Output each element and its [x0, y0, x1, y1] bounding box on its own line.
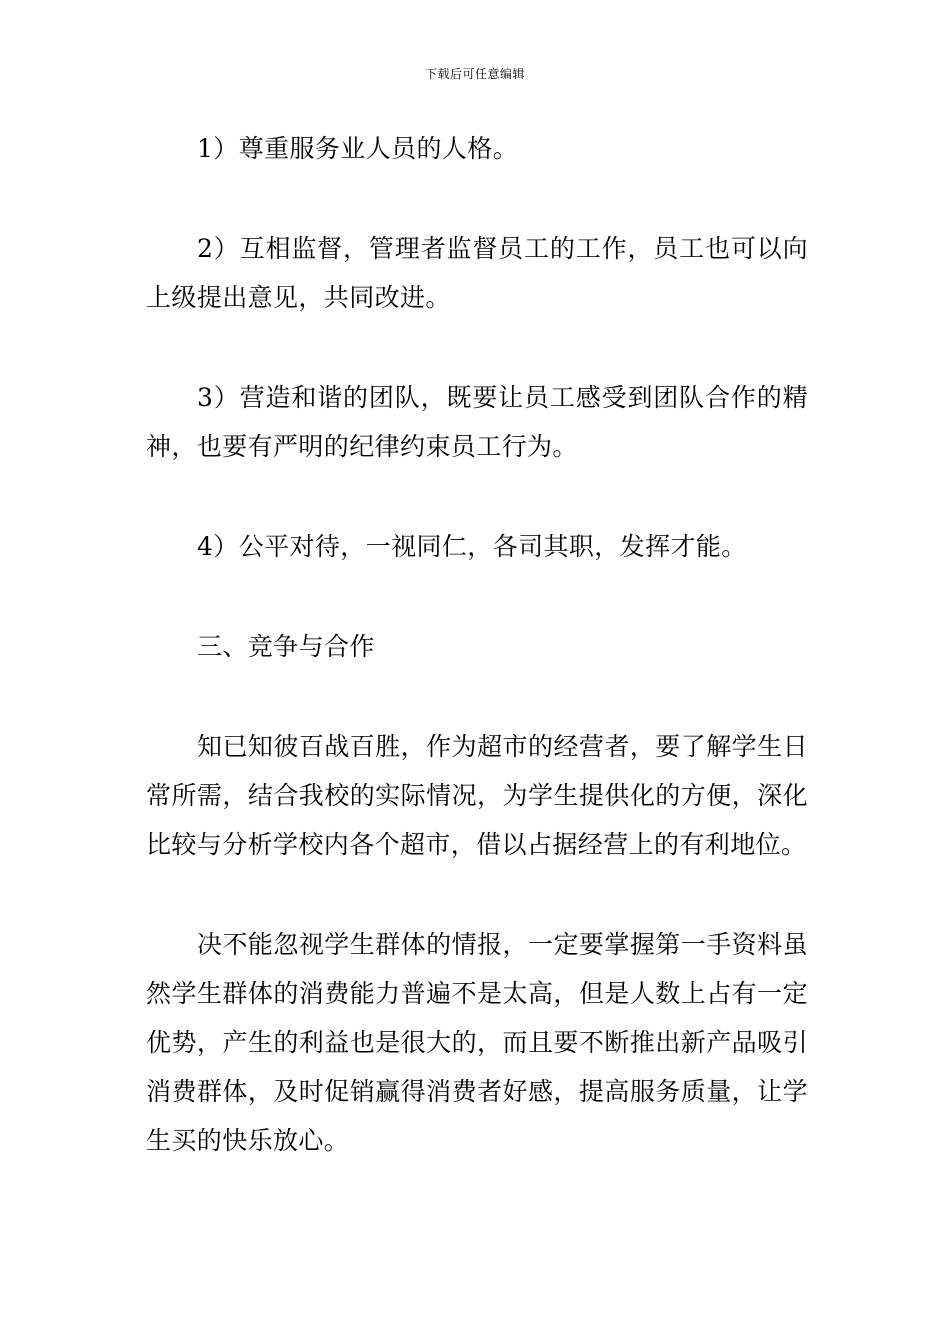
paragraph-know-yourself: 知已知彼百战百胜，作为超市的经营者，要了解学生日常所需，结合我校的实际情况，为学生提供化的方便，深化比较与分析学校内各个超市，借以占据经营上的有利地位。 [146, 732, 808, 859]
section-heading-competition: 三、竞争与合作 [197, 632, 375, 661]
paragraph-respect: 1）尊重服务业人员的人格。 [197, 134, 519, 163]
paragraph-mutual-supervision: 2）互相监督，管理者监督员工的工作，员工也可以向上级提出意见，共同改进。 [146, 234, 808, 312]
paragraph-fairness: 4）公平对待，一视同仁，各司其职，发挥才能。 [197, 532, 747, 561]
paragraph-team-harmony: 3）营造和谐的团队，既要让员工感受到团队合作的精神，也要有严明的纪律约束员工行为。 [146, 383, 808, 461]
page-header-note: 下载后可任意编辑 [424, 67, 525, 81]
paragraph-student-intel: 决不能忽视学生群体的情报，一定要掌握第一手资料虽然学生群体的消费能力普遍不是太高，但是人数上占有一定优势，产生的利益也是很大的，而且要不断推出新产品吸引消费群体，及时促销赢得消费者好感，提高服务质量，让学生买的快乐放心。 [146, 930, 808, 1155]
document-body [146, 124, 808, 1165]
